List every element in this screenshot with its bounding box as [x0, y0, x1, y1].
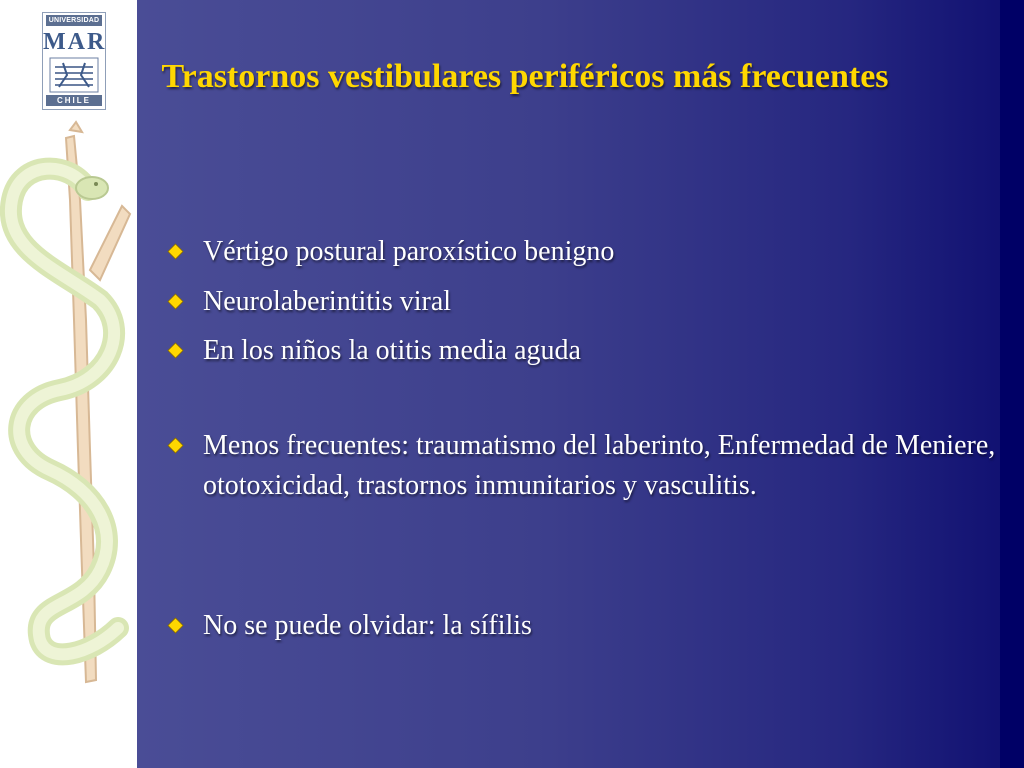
bullet-text: No se puede olvidar: la sífilis: [203, 610, 532, 641]
bullet-item: [165, 606, 1005, 646]
sidebar: [0, 0, 137, 768]
diamond-bullet-icon: [167, 617, 184, 634]
diamond-bullet-icon: [167, 243, 184, 260]
diamond-bullet-icon: [167, 342, 184, 359]
bullet-item: [165, 282, 1005, 322]
diamond-bullet-icon: [167, 293, 184, 310]
right-edge-band: [1000, 0, 1024, 768]
diamond-bullet-icon: [167, 437, 184, 454]
slide-content-area: [137, 0, 1024, 768]
slide-title: Trastornos vestibulares periféricos más frecuentes: [161, 58, 889, 95]
university-logo: [42, 12, 106, 110]
bullet-item: [165, 331, 1005, 371]
caduceus-emblem-icon: [0, 120, 137, 700]
bullet-item: [165, 426, 1005, 506]
logo-name: MAR: [43, 29, 107, 55]
logo-top-text: UNIVERSIDAD: [46, 15, 102, 26]
bullet-text: Menos frecuentes: traumatismo del laberinto, Enfermedad de Meniere, ototoxicidad, trastornos inmunitarios y vasculitis.: [203, 430, 996, 501]
bullet-item: [165, 232, 1005, 272]
logo-bottom-text: CHILE: [46, 95, 102, 106]
logo-emblem-icon: [49, 57, 99, 93]
bullet-text: Vértigo postural paroxístico benigno: [203, 236, 615, 267]
bullet-text: Neurolaberintitis viral: [203, 286, 452, 317]
bullet-text: En los niños la otitis media aguda: [203, 335, 581, 366]
